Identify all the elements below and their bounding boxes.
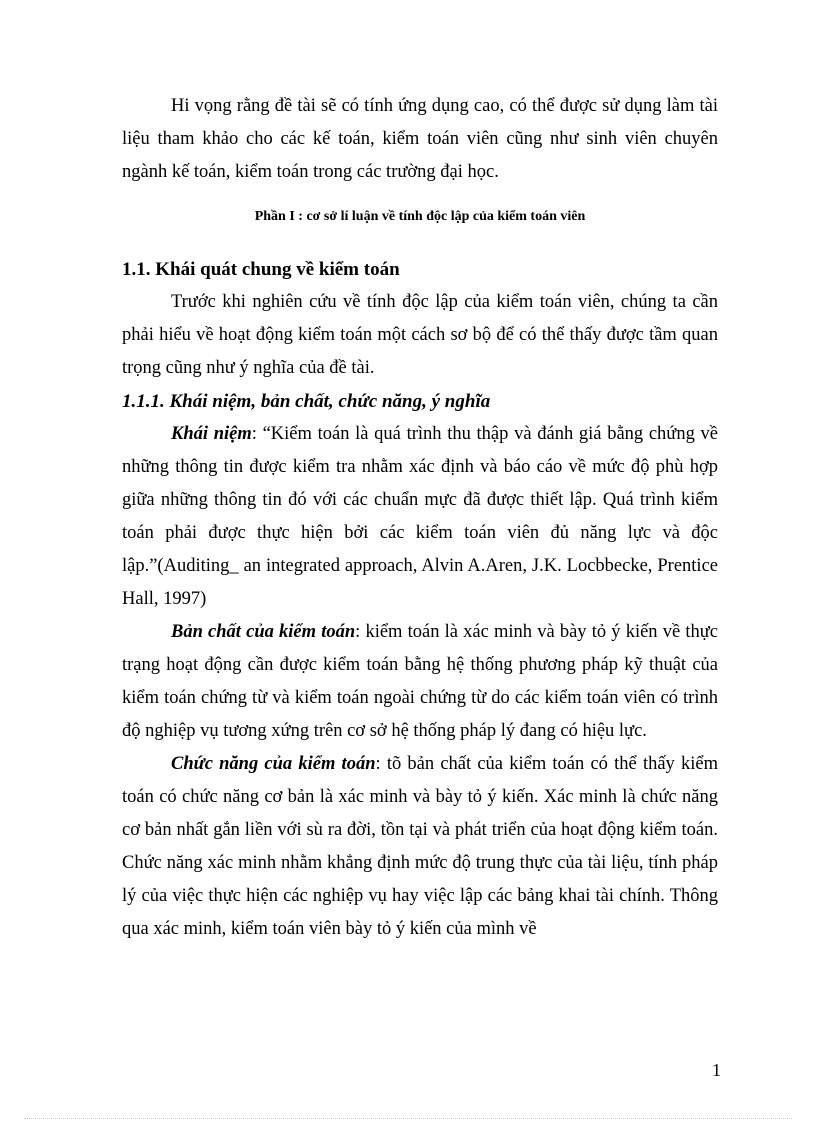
nature-lead: Bản chất của kiểm toán	[171, 622, 356, 642]
concept-lead: Khái niệm	[171, 424, 252, 444]
concept-paragraph	[122, 418, 718, 616]
section-heading-1-1-1: 1.1.1. Khái niệm, bản chất, chức năng, ý nghĩa	[122, 391, 491, 412]
part-title: Phần I : cơ sở lí luận về tính độc lập của kiểm toán viên	[254, 209, 586, 224]
overview-paragraph: Trước khi nghiên cứu về tính độc lập của kiểm toán viên, chúng ta cần phải hiểu về hoạt động kiểm toán một cách sơ bộ để có thể thấy được tầm quan trọng cũng như ý nghĩa của đề tài.	[122, 292, 718, 378]
function-paragraph	[122, 748, 718, 946]
page-content	[122, 90, 718, 946]
concept-body: : “Kiểm toán là quá trình thu thập và đánh giá bằng chứng về những thông tin được kiểm tra nhằm xác định và báo cáo về mức độ phù hợp giữa những thông tin đó với các chuẩn mực đã được thiết lập. Quá trình kiểm toán phải được thực hiện bởi các kiểm toán viên đủ năng lực và độc lập.”(Auditing_ an integrated approach, Alvin A.Aren, J.K. Locbbecke, Prentice Hall, 1997)	[122, 424, 718, 609]
nature-body: : kiểm toán là xác minh và bày tỏ ý kiến về thực trạng hoạt động cần được kiểm toán bằng hệ thống phương pháp kỹ thuật của kiểm toán chứng từ và kiểm toán ngoài chứng từ do các kiểm toán viên có trình độ nghiệp vụ tương xứng trên cơ sở hệ thống pháp lý đang có hiệu lực.	[122, 622, 718, 741]
nature-paragraph	[122, 616, 718, 748]
intro-paragraph: Hi vọng rằng đề tài sẽ có tính ứng dụng cao, có thể được sử dụng làm tài liệu tham khảo cho các kế toán, kiểm toán viên cũng như sinh viên chuyên ngành kế toán, kiểm toán trong các trường đại học.	[122, 96, 718, 182]
function-body: : tõ bản chất của kiểm toán có thể thấy kiểm toán có chức năng cơ bản là xác minh và bày tỏ ý kiến. Xác minh là chức năng cơ bản nhất gắn liền với sù ra đời, tồn tại và phát triển của hoạt động kiểm toán. Chức năng xác minh nhằm khẳng định mức độ trung thực của tài liệu, tính pháp lý của việc thực hiện các nghiệp vụ hay việc lập các bảng khai tài chính. Thông qua xác minh, kiểm toán viên bày tỏ ý kiến của mình về	[122, 754, 718, 939]
page-bottom-divider	[24, 1118, 792, 1119]
page-number: 1	[712, 1060, 721, 1080]
section-heading-1-1: 1.1. Khái quát chung về kiểm toán	[122, 259, 400, 280]
function-lead: Chức năng của kiểm toán	[171, 754, 376, 774]
